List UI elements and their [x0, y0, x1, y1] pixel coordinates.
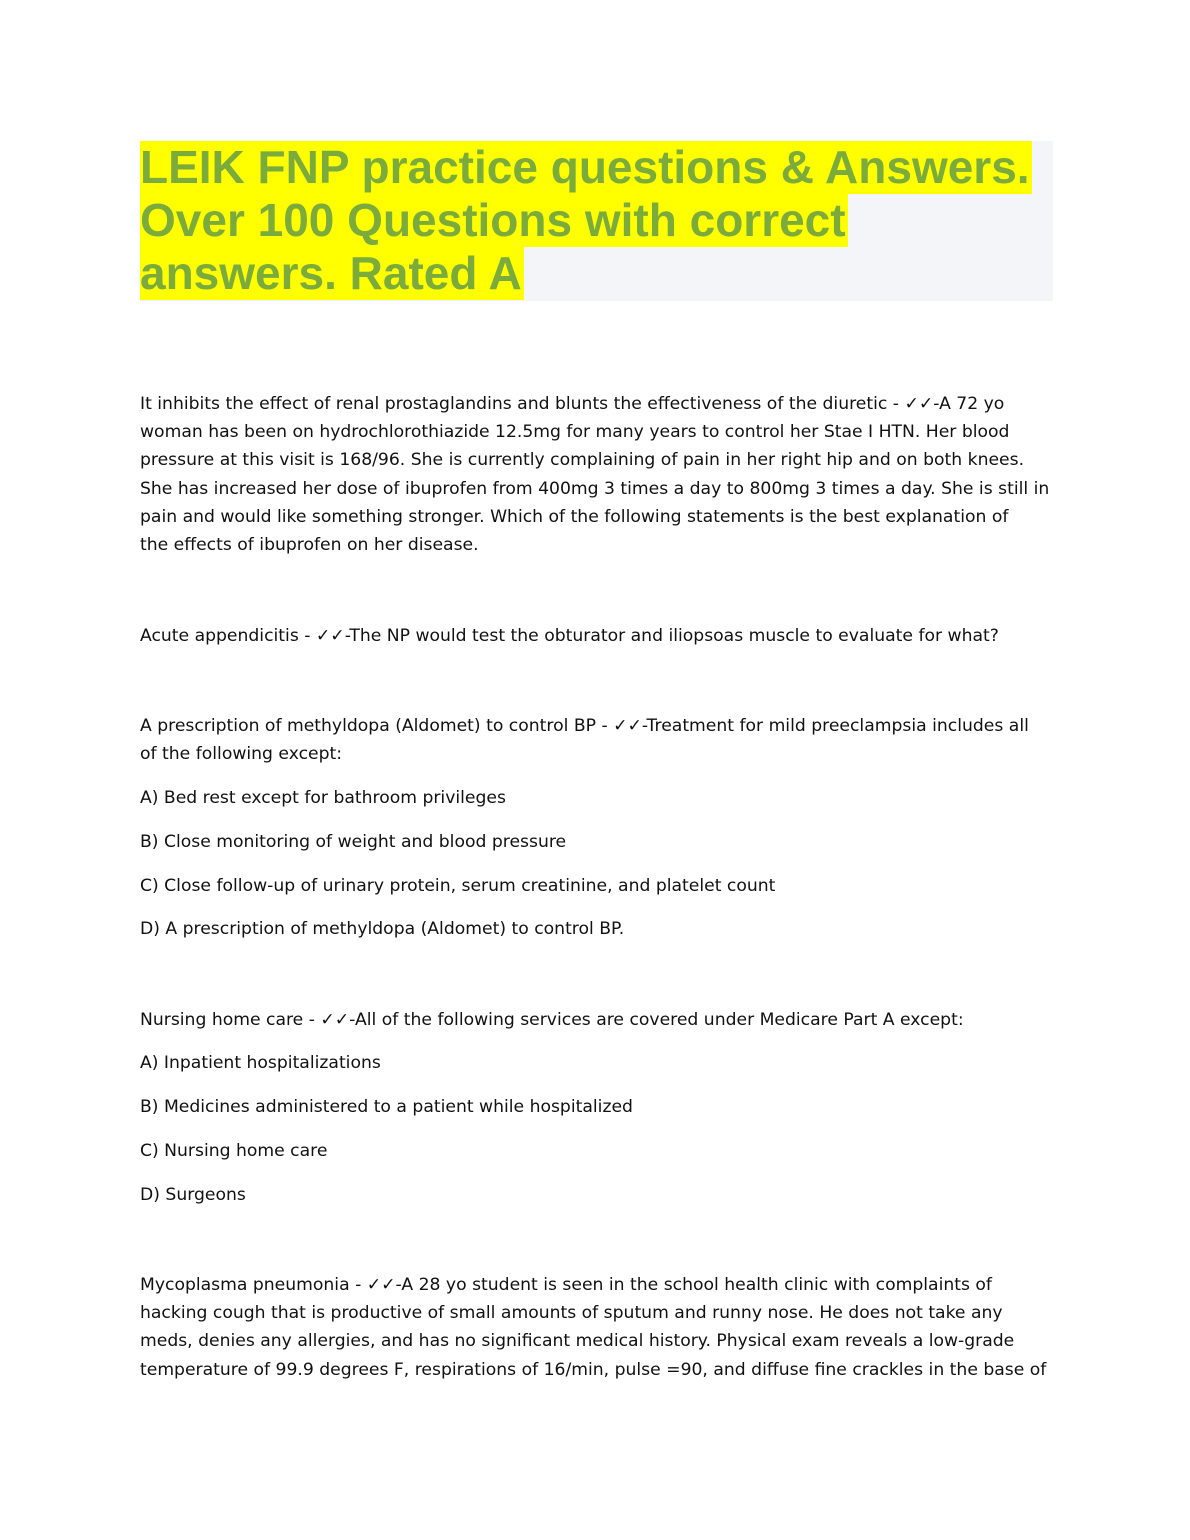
answer-option: D) Surgeons	[140, 1185, 246, 1205]
question-item-1	[140, 390, 1060, 559]
question-line: A prescription of methyldopa (Aldomet) to control BP - ✓✓-Treatment for mild preeclampsia includes all	[140, 716, 1029, 736]
question-line: the effects of ibuprofen on her disease.	[140, 534, 479, 555]
title-line-1: LEIK FNP practice questions & Answers.	[140, 141, 1030, 193]
question-line: It inhibits the effect of renal prostaglandins and blunts the effectiveness of the diuretic - ✓✓-A 72 yo	[140, 394, 1005, 414]
question-line: woman has been on hydrochlorothiazide 12.5mg for many years to control her Stae I HTN. Her blood	[140, 422, 1010, 443]
question-line: temperature of 99.9 degrees F, respirations of 16/min, pulse =90, and diffuse fine crackles in the base of	[140, 1359, 1047, 1380]
question-line: Nursing home care - ✓✓-All of the following services are covered under Medicare Part A except:	[140, 1010, 964, 1030]
question-line: meds, denies any allergies, and has no significant medical history. Physical exam reveals a low-grade	[140, 1331, 1015, 1352]
question-line: Mycoplasma pneumonia - ✓✓-A 28 yo student is seen in the school health clinic with complaints of	[140, 1275, 992, 1295]
answer-option: A) Inpatient hospitalizations	[140, 1053, 381, 1073]
answer-option: D) A prescription of methyldopa (Aldomet) to control BP.	[140, 919, 625, 939]
question-line: of the following except:	[140, 744, 343, 765]
question-item-2	[140, 622, 1060, 650]
question-item-3	[140, 712, 1060, 768]
answer-option: B) Medicines administered to a patient while hospitalized	[140, 1097, 633, 1117]
answer-option: C) Nursing home care	[140, 1141, 328, 1161]
question-line: pressure at this visit is 168/96. She is currently complaining of pain in her right hip and on both knees.	[140, 450, 1025, 471]
question-item-5	[140, 1271, 1060, 1384]
answer-option: A) Bed rest except for bathroom privileges	[140, 788, 506, 808]
answer-option: C) Close follow-up of urinary protein, serum creatinine, and platelet count	[140, 876, 776, 896]
question-line: She has increased her dose of ibuprofen from 400mg 3 times a day to 800mg 3 times a day. She is still in	[140, 478, 1050, 499]
title-line-2: Over 100 Questions with correct	[140, 194, 846, 246]
title-line-3: answers. Rated A	[140, 247, 522, 299]
document-title	[140, 141, 1053, 301]
question-line: hacking cough that is productive of small amounts of sputum and runny nose. He does not take any	[140, 1303, 1003, 1324]
question-item-4	[140, 1006, 1060, 1034]
question-line: pain and would like something stronger. Which of the following statements is the best explanation of	[140, 506, 1009, 527]
answer-option: B) Close monitoring of weight and blood pressure	[140, 832, 567, 852]
question-line: Acute appendicitis - ✓✓-The NP would test the obturator and iliopsoas muscle to evaluate for what?	[140, 626, 999, 646]
